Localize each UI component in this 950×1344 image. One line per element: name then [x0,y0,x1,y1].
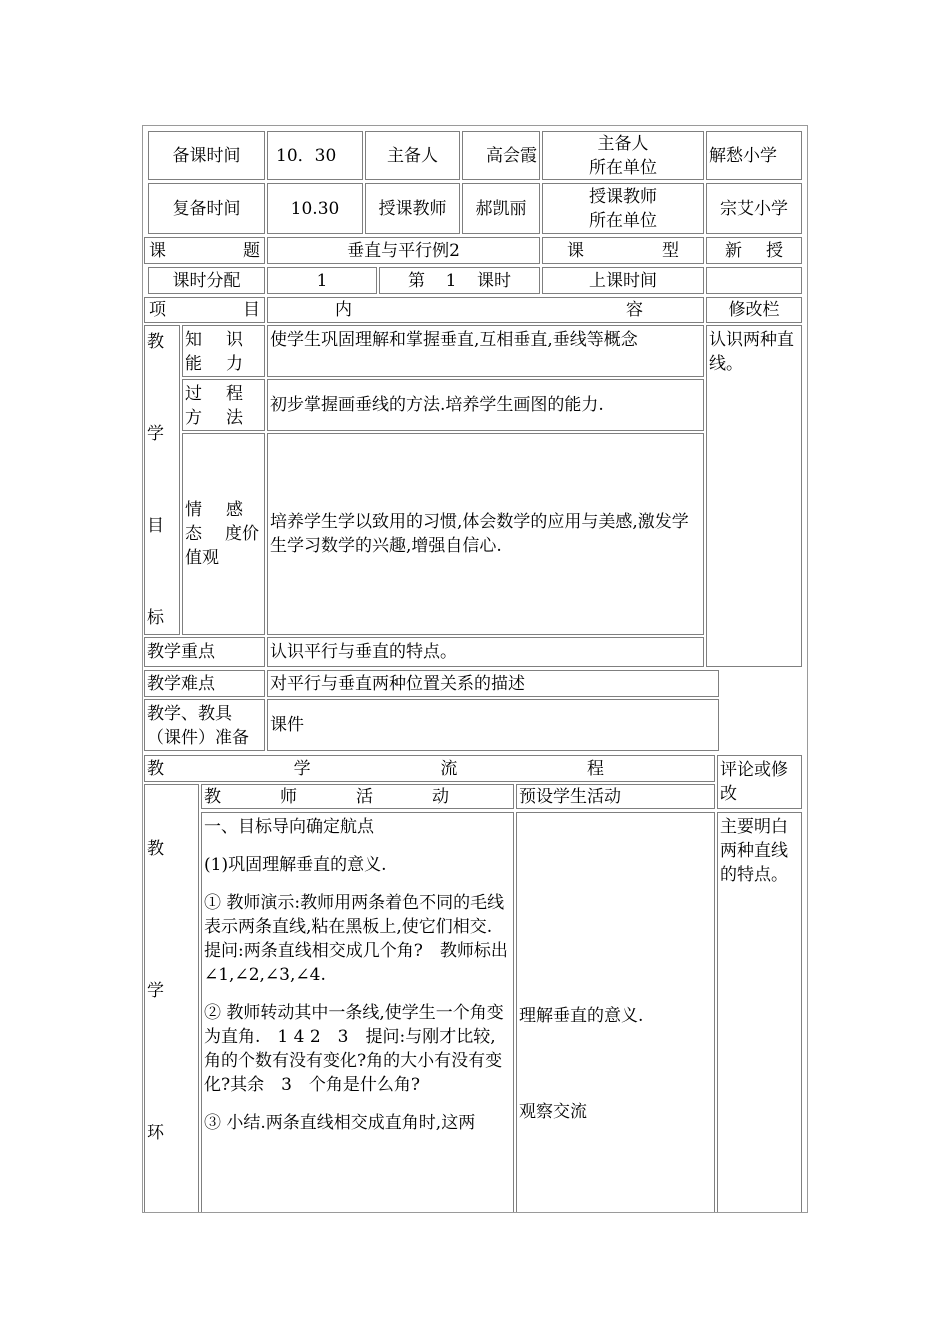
teacher-activity-content [201,812,514,1213]
knowledge-char-2: 识 [226,330,243,350]
section-vertical-char-2: 学 [147,981,164,1001]
key-point-text-content: 认识平行与垂直的特点。 [270,642,457,662]
period-number [379,267,540,294]
type-label-a: 课 [567,240,584,261]
main-unit-value [706,131,802,180]
process-char-4: 法 [226,408,243,428]
teaching-section-vertical-label [144,784,199,1213]
class-time-label [542,267,704,294]
prep-time-value [267,131,363,180]
content-header-a: 内 [335,300,352,320]
comment-header [717,755,802,809]
prep-time-value-text: 10．30 [276,145,337,166]
topic-label [144,237,265,264]
item-header [144,297,265,323]
difficulty-label-text: 教学难点 [147,673,215,694]
teacher-label-text: 授课教师 [378,198,447,219]
teacher-activity-char-4: 动 [432,786,449,807]
teacher-value [462,183,540,234]
flow-header-char-3: 流 [440,758,458,779]
teacher-value-text: 郝凯丽 [475,198,527,219]
review-time-value-text: 10.30 [290,198,340,219]
emotion-char-1: 情 [185,500,202,520]
key-point-text [267,637,704,667]
process-text-content: 初步掌握画垂线的方法.培养学生画图的能力. [270,395,604,415]
periods-value [267,267,377,294]
content-header-b: 容 [626,300,643,320]
teacher-unit-label [542,183,704,234]
main-unit-label-line2: 所在单位 [589,157,657,178]
period-word-b: 课时 [476,270,511,291]
main-preparer-label [365,131,460,180]
revision-header-text: 修改栏 [728,300,780,320]
periods-label-text: 课时分配 [172,270,241,291]
prep-time-label-text: 备课时间 [172,145,241,166]
main-preparer-value [462,131,540,180]
process-char-1: 过 [185,384,202,404]
knowledge-char-1: 知 [185,330,202,350]
topic-label-b: 题 [243,240,260,261]
key-point-label [144,637,265,667]
tools-text-content: 课件 [270,715,304,735]
difficulty-text-content: 对平行与垂直两种位置关系的描述 [270,673,525,694]
goals-vertical-char-2: 学 [147,424,164,444]
process-text [267,379,704,431]
student-activity-content [516,812,715,1213]
class-time-value [706,267,802,294]
emotion-char-5: 值观 [185,548,219,568]
review-time-label-text: 复备时间 [172,198,241,219]
lesson-plan-table [142,125,808,1213]
main-unit-value-text: 解愁小学 [709,145,777,166]
emotion-char-2: 感 [226,500,243,520]
main-preparer-value-text: 高会霞 [486,145,537,166]
teacher-paragraph-1: 一、目标导向确定航点 [204,817,374,837]
knowledge-label [182,325,265,377]
emotion-text-content: 培养学生学以致用的习惯,体会数学的应用与美感,激发学生学习数学的兴趣,增强自信心. [270,512,689,556]
comment-header-text: 评论或修改 [720,760,788,804]
topic-value-text: 垂直与平行例2 [347,240,460,261]
goals-vertical-char-4: 标 [147,608,164,628]
type-value-a: 新 [725,240,742,261]
teaching-goals-vertical-label [144,325,180,635]
process-label [182,379,265,431]
emotion-label [182,433,265,635]
teacher-paragraph-4: ② 教师转动其中一条线,使学生一个角变为直角. 1 4 2 3 提问:与刚才比较,角的个数有没有变化?角的大小有没有变化?其余 3 个角是什么角? [204,1003,504,1095]
emotion-text [267,433,704,635]
revision-header [706,297,802,323]
teacher-paragraph-3: ① 教师演示:教师用两条着色不同的毛线表示两条直线,粘在黑板上,使它们相交. 提问:两条直线相交成几个角? 教师标出∠1,∠2,∠3,∠4. [204,893,510,985]
difficulty-label [144,670,265,697]
emotion-char-4: 度价 [225,524,259,544]
revision-note [706,325,802,667]
teacher-activity-char-2: 师 [280,786,297,807]
teacher-unit-label-line1: 授课教师 [589,186,657,207]
content-header [267,297,704,323]
type-value-b: 授 [766,240,783,261]
main-unit-label [542,131,704,180]
teaching-flow-header [144,755,715,782]
teacher-unit-value-text: 宗艾小学 [720,198,788,219]
main-unit-label-line1: 主备人 [597,133,649,154]
teacher-activity-header [201,784,514,809]
periods-value-text: 1 [316,270,328,291]
student-activity-1: 理解垂直的意义. [519,1006,644,1026]
knowledge-char-4: 力 [226,354,243,374]
flow-header-char-2: 学 [293,758,311,779]
class-time-label-text: 上课时间 [589,270,657,291]
teacher-unit-label-line2: 所在单位 [589,210,657,231]
review-time-value [267,183,363,234]
item-header-a: 项 [149,300,166,320]
period-num: 1 [445,270,457,291]
key-point-label-text: 教学重点 [147,642,215,662]
knowledge-text-content: 使学生巩固理解和掌握垂直,互相垂直,垂线等概念 [270,330,638,350]
flow-header-char-1: 教 [147,758,164,779]
difficulty-text [267,670,719,697]
topic-label-a: 课 [149,240,166,261]
main-preparer-label-text: 主备人 [387,145,438,166]
tools-text [267,699,719,751]
type-label-b: 型 [662,240,679,261]
flow-header-char-4: 程 [586,758,604,779]
teacher-activity-char-1: 教 [204,786,221,807]
student-activity-header-text: 预设学生活动 [519,786,621,807]
goals-vertical-char-1: 教 [147,332,164,352]
topic-value [267,237,540,264]
teacher-unit-value [706,183,802,234]
period-word-a: 第 [408,270,425,291]
knowledge-text [267,325,704,377]
student-activity-header [516,784,715,809]
process-char-3: 方 [185,408,202,428]
student-activity-2: 观察交流 [519,1102,587,1122]
type-value [706,237,802,264]
review-time-label [148,183,265,234]
section-vertical-char-3: 环 [147,1123,164,1143]
type-label [542,237,704,264]
process-char-2: 程 [226,384,243,404]
revision-note-text: 认识两种直线。 [709,330,794,374]
tools-label [144,699,265,751]
emotion-char-3: 态 [185,524,202,544]
goals-vertical-char-3: 目 [147,516,164,536]
comment-content-text: 主要明白两种直线的特点。 [720,817,788,885]
item-header-b: 目 [243,300,260,320]
teacher-paragraph-5: ③ 小结.两条直线相交成直角时,这两 [204,1113,476,1133]
teacher-label [365,183,460,234]
section-vertical-char-1: 教 [147,839,164,859]
periods-label [148,267,265,294]
teacher-activity-char-3: 活 [356,786,373,807]
knowledge-char-3: 能 [185,354,202,374]
prep-time-label [148,131,265,180]
teacher-paragraph-2: (1)巩固理解垂直的意义. [204,855,387,875]
tools-label-text: 教学、教具（课件）准备 [147,704,249,748]
comment-content [717,812,802,1213]
